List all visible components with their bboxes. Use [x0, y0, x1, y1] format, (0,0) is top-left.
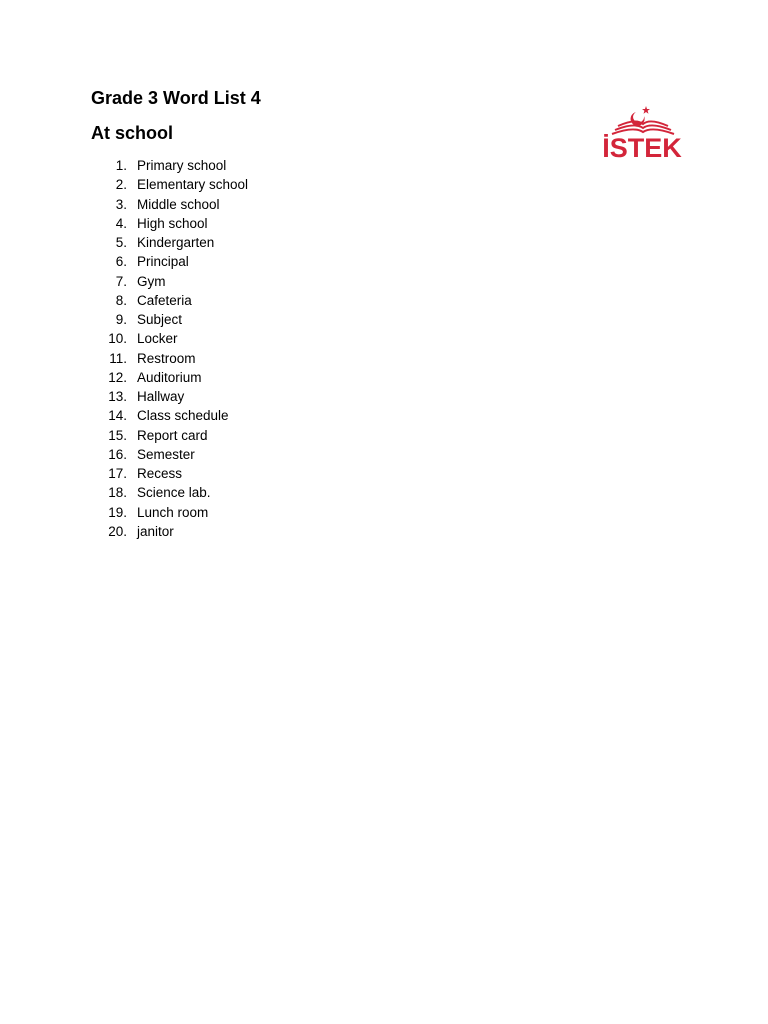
list-word: Recess [137, 466, 183, 481]
section-heading: At school [91, 123, 174, 143]
list-word: Locker [137, 331, 178, 347]
list-word: Gym [137, 273, 166, 289]
list-word: Class schedule [137, 408, 229, 424]
list-number: 11. [109, 350, 127, 366]
list-number: 7. [115, 273, 127, 289]
list-number: 4. [115, 215, 127, 231]
list-word: Middle school [137, 196, 220, 212]
list-word: Primary school [137, 158, 227, 173]
list-word: High school [137, 215, 208, 231]
list-word: Lunch room [137, 504, 209, 520]
list-word: Cafeteria [137, 292, 192, 308]
istek-logo-icon [584, 100, 700, 166]
list-number: 17. [108, 466, 127, 481]
list-word: Semester [137, 446, 195, 462]
list-number: 18. [108, 485, 127, 501]
list-number: 3. [115, 196, 127, 212]
list-word: Principal [137, 254, 189, 270]
list-number: 9. [115, 312, 127, 327]
list-number: 8. [115, 292, 127, 308]
list-number: 2. [115, 177, 127, 193]
list-number: 5. [115, 235, 127, 250]
list-word: Restroom [137, 350, 196, 366]
list-word: Report card [137, 427, 208, 443]
list-number: 20. [108, 523, 127, 539]
list-word: Subject [137, 312, 183, 327]
list-word: janitor [137, 523, 174, 539]
logo-text: İSTEK [602, 133, 682, 163]
list-number: 16. [108, 446, 127, 462]
list-number: 14. [108, 408, 127, 424]
page-title: Grade 3 Word List 4 [91, 88, 261, 108]
list-number: 10. [108, 331, 127, 347]
istek-logo [584, 100, 700, 166]
list-number: 12. [108, 369, 127, 385]
list-number: 6. [115, 254, 127, 270]
list-word: Science lab. [137, 485, 211, 501]
list-word: Kindergarten [137, 235, 215, 250]
list-word: Elementary school [137, 177, 249, 193]
list-number: 13. [108, 389, 127, 404]
list-word: Auditorium [137, 369, 202, 385]
list-number: 15. [108, 427, 127, 443]
list-number: 19. [108, 504, 127, 520]
list-number: 1. [115, 158, 127, 173]
list-word: Hallway [137, 389, 185, 404]
